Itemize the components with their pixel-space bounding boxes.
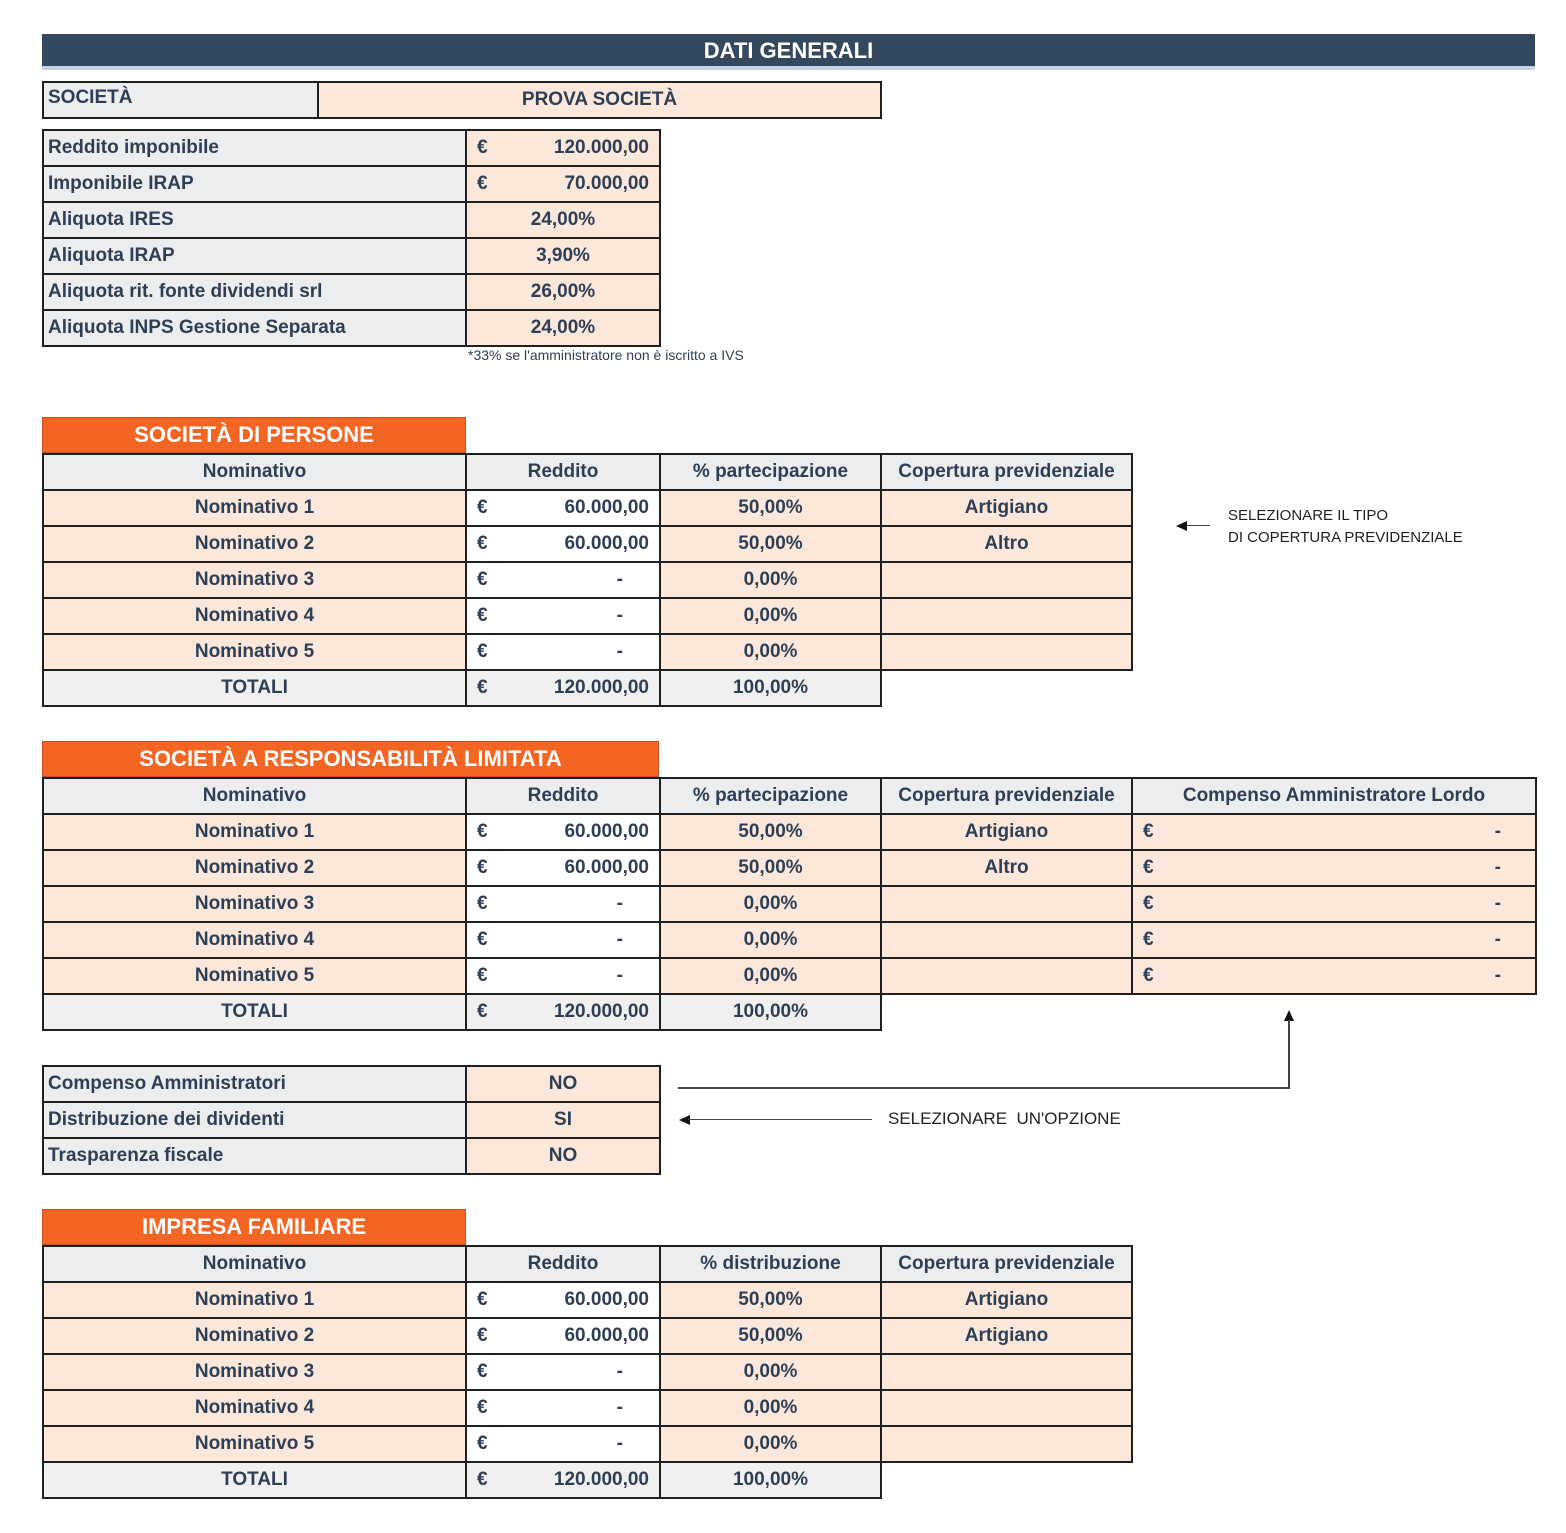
reddito-cell xyxy=(466,1426,660,1462)
nominativo-cell: Nominativo 2 xyxy=(43,850,466,886)
column-header: % partecipazione xyxy=(660,778,881,814)
option-label: Distribuzione dei dividenti xyxy=(43,1102,466,1138)
table-row xyxy=(43,886,1536,922)
nominativo-cell: Nominativo 5 xyxy=(43,958,466,994)
societa-label: SOCIETÀ xyxy=(43,82,318,118)
totals-row xyxy=(43,670,1132,706)
general-label: Aliquota IRES xyxy=(43,202,466,238)
column-header: Nominativo xyxy=(43,454,466,490)
connector-line-vertical xyxy=(1288,1020,1290,1089)
percentuale-input[interactable]: 50,00% xyxy=(660,814,881,850)
section-title-persone: SOCIETÀ DI PERSONE xyxy=(42,417,466,453)
hint-arrow-line xyxy=(688,1119,872,1120)
euro-symbol: € xyxy=(1143,965,1154,986)
nominativo-input[interactable]: Nominativo 1 xyxy=(43,490,466,526)
nominativo-input[interactable]: Nominativo 3 xyxy=(43,1354,466,1390)
table-row xyxy=(43,598,1132,634)
amount: - xyxy=(616,965,623,986)
reddito-cell xyxy=(466,814,660,850)
percentuale-input[interactable]: 0,00% xyxy=(660,1426,881,1462)
copertura-select[interactable]: Altro xyxy=(881,850,1132,886)
reddito-cell xyxy=(466,490,660,526)
copertura-select[interactable]: Artigiano xyxy=(881,1282,1132,1318)
hint-line: DI COPERTURA PREVIDENZIALE xyxy=(1228,529,1463,546)
reddito-cell xyxy=(466,598,660,634)
inps-footnote: *33% se l'amministratore non è iscritto a IVS xyxy=(468,347,744,363)
option-row xyxy=(43,1066,660,1102)
euro-symbol: € xyxy=(477,929,488,950)
option-hint: SELEZIONARE UN'OPZIONE xyxy=(888,1109,1121,1128)
euro-symbol: € xyxy=(477,173,488,194)
table-row xyxy=(43,922,1536,958)
empty-cell xyxy=(881,1462,1132,1498)
column-header: Copertura previdenziale xyxy=(881,454,1132,490)
familiare-table xyxy=(42,1245,1133,1499)
trasparenza-fiscale-select[interactable]: NO xyxy=(466,1138,660,1174)
hint-line: SELEZIONARE IL TIPO xyxy=(1228,507,1389,524)
copertura-select[interactable] xyxy=(881,1390,1132,1426)
amount: - xyxy=(1494,965,1501,986)
amount: - xyxy=(616,569,623,590)
totals-row xyxy=(43,994,1536,1030)
page-title-banner: DATI GENERALI xyxy=(42,34,1535,70)
column-header: % distribuzione xyxy=(660,1246,881,1282)
reddito-cell xyxy=(466,1354,660,1390)
euro-symbol: € xyxy=(477,605,488,626)
empty-cell xyxy=(1132,994,1536,1030)
table-header-row xyxy=(43,454,1132,490)
amount: - xyxy=(1494,929,1501,950)
amount: - xyxy=(616,641,623,662)
euro-symbol: € xyxy=(477,569,488,590)
totals-perc: 100,00% xyxy=(660,1462,881,1498)
nominativo-input[interactable]: Nominativo 4 xyxy=(43,1390,466,1426)
copertura-select[interactable]: Artigiano xyxy=(881,814,1132,850)
srl-table xyxy=(42,777,1537,1031)
percentuale-input[interactable]: 0,00% xyxy=(660,1354,881,1390)
option-row xyxy=(43,1138,660,1174)
totals-row xyxy=(43,1462,1132,1498)
amount: 60.000,00 xyxy=(564,1325,649,1346)
percentuale-input[interactable]: 50,00% xyxy=(660,1282,881,1318)
societa-name-input[interactable]: PROVA SOCIETÀ xyxy=(318,82,881,118)
table-header-row xyxy=(43,1246,1132,1282)
amount: - xyxy=(1494,857,1501,878)
table-header-row xyxy=(43,778,1536,814)
reddito-cell xyxy=(466,850,660,886)
percentuale-input[interactable]: 0,00% xyxy=(660,922,881,958)
options-table xyxy=(42,1065,661,1175)
copertura-select[interactable] xyxy=(881,958,1132,994)
reddito-cell xyxy=(466,886,660,922)
column-header: Copertura previdenziale xyxy=(881,1246,1132,1282)
reddito-cell xyxy=(466,1390,660,1426)
column-header: Reddito xyxy=(466,778,660,814)
nominativo-cell: Nominativo 4 xyxy=(43,922,466,958)
euro-symbol: € xyxy=(477,1469,488,1490)
amount: 60.000,00 xyxy=(564,821,649,842)
amount: - xyxy=(1494,821,1501,842)
totals-perc: 100,00% xyxy=(660,670,881,706)
reddito-cell xyxy=(466,526,660,562)
nominativo-input[interactable]: Nominativo 4 xyxy=(43,598,466,634)
option-label: Trasparenza fiscale xyxy=(43,1138,466,1174)
general-label: Reddito imponibile xyxy=(43,130,466,166)
option-row xyxy=(43,1102,660,1138)
nominativo-input[interactable]: Nominativo 1 xyxy=(43,1282,466,1318)
section-title-familiare: IMPRESA FAMILIARE xyxy=(42,1209,466,1245)
column-header: Copertura previdenziale xyxy=(881,778,1132,814)
amount: 70.000,00 xyxy=(564,173,649,194)
nominativo-input[interactable]: Nominativo 5 xyxy=(43,1426,466,1462)
option-label: Compenso Amministratori xyxy=(43,1066,466,1102)
amount: 120.000,00 xyxy=(553,1001,649,1022)
general-label: Aliquota INPS Gestione Separata xyxy=(43,310,466,346)
totals-label: TOTALI xyxy=(43,994,466,1030)
amount: - xyxy=(616,929,623,950)
copertura-select[interactable]: Artigiano xyxy=(881,490,1132,526)
percentuale-input[interactable]: 0,00% xyxy=(660,958,881,994)
table-row xyxy=(43,1318,1132,1354)
euro-symbol: € xyxy=(477,1397,488,1418)
euro-symbol: € xyxy=(477,1361,488,1382)
copertura-select[interactable] xyxy=(881,634,1132,670)
aliquota-ires-input[interactable]: 24,00% xyxy=(466,202,660,238)
general-row xyxy=(43,202,660,238)
amount: - xyxy=(1494,893,1501,914)
reddito-imponibile-input[interactable] xyxy=(466,130,660,166)
connector-line-horizontal xyxy=(678,1087,1290,1089)
euro-symbol: € xyxy=(477,857,488,878)
table-row xyxy=(43,490,1132,526)
general-row xyxy=(43,238,660,274)
amount: 120.000,00 xyxy=(553,137,649,158)
amount: 120.000,00 xyxy=(553,677,649,698)
aliquota-dividendi-input[interactable]: 26,00% xyxy=(466,274,660,310)
amount: 120.000,00 xyxy=(553,1469,649,1490)
reddito-cell xyxy=(466,922,660,958)
euro-symbol: € xyxy=(477,1001,488,1022)
nominativo-cell: Nominativo 1 xyxy=(43,814,466,850)
table-row xyxy=(43,814,1536,850)
column-header: Nominativo xyxy=(43,778,466,814)
percentuale-input[interactable]: 0,00% xyxy=(660,562,881,598)
percentuale-input[interactable]: 0,00% xyxy=(660,634,881,670)
compenso-input[interactable] xyxy=(1132,886,1536,922)
euro-symbol: € xyxy=(477,677,488,698)
section-title-srl: SOCIETÀ A RESPONSABILITÀ LIMITATA xyxy=(42,741,659,777)
euro-symbol: € xyxy=(477,1325,488,1346)
table-row xyxy=(43,1354,1132,1390)
totals-reddito xyxy=(466,1462,660,1498)
compenso-amministratori-select[interactable]: NO xyxy=(466,1066,660,1102)
table-row xyxy=(43,958,1536,994)
table-row xyxy=(43,1426,1132,1462)
percentuale-input[interactable]: 0,00% xyxy=(660,886,881,922)
societa-row xyxy=(43,82,881,118)
general-row xyxy=(43,310,660,346)
distribuzione-dividendi-select[interactable]: SI xyxy=(466,1102,660,1138)
amount: 60.000,00 xyxy=(564,533,649,554)
general-data-table xyxy=(42,129,661,347)
percentuale-input[interactable]: 0,00% xyxy=(660,598,881,634)
table-row xyxy=(43,850,1536,886)
reddito-cell xyxy=(466,634,660,670)
nominativo-input[interactable]: Nominativo 2 xyxy=(43,1318,466,1354)
table-row xyxy=(43,526,1132,562)
general-row xyxy=(43,130,660,166)
copertura-select[interactable]: Altro xyxy=(881,526,1132,562)
nominativo-input[interactable]: Nominativo 3 xyxy=(43,562,466,598)
euro-symbol: € xyxy=(477,965,488,986)
copertura-select[interactable] xyxy=(881,1426,1132,1462)
amount: - xyxy=(616,1397,623,1418)
reddito-cell xyxy=(466,1318,660,1354)
percentuale-input[interactable]: 50,00% xyxy=(660,850,881,886)
euro-symbol: € xyxy=(477,1289,488,1310)
column-header: Reddito xyxy=(466,454,660,490)
amount: 60.000,00 xyxy=(564,1289,649,1310)
table-row xyxy=(43,562,1132,598)
euro-symbol: € xyxy=(1143,929,1154,950)
euro-symbol: € xyxy=(1143,893,1154,914)
amount: 60.000,00 xyxy=(564,497,649,518)
empty-cell xyxy=(881,994,1132,1030)
nominativo-cell: Nominativo 3 xyxy=(43,886,466,922)
totals-label: TOTALI xyxy=(43,1462,466,1498)
compenso-input[interactable] xyxy=(1132,850,1536,886)
general-label: Aliquota rit. fonte dividendi srl xyxy=(43,274,466,310)
column-header: Reddito xyxy=(466,1246,660,1282)
reddito-cell xyxy=(466,1282,660,1318)
general-row xyxy=(43,274,660,310)
copertura-select[interactable] xyxy=(881,562,1132,598)
euro-symbol: € xyxy=(477,641,488,662)
euro-symbol: € xyxy=(477,533,488,554)
compenso-input[interactable] xyxy=(1132,814,1536,850)
euro-symbol: € xyxy=(477,137,488,158)
euro-symbol: € xyxy=(477,1433,488,1454)
totals-reddito xyxy=(466,670,660,706)
general-label: Aliquota IRAP xyxy=(43,238,466,274)
percentuale-input[interactable]: 50,00% xyxy=(660,1318,881,1354)
amount: - xyxy=(616,893,623,914)
nominativo-input[interactable]: Nominativo 2 xyxy=(43,526,466,562)
aliquota-irap-input[interactable]: 3,90% xyxy=(466,238,660,274)
column-header: Nominativo xyxy=(43,1246,466,1282)
nominativo-input[interactable]: Nominativo 5 xyxy=(43,634,466,670)
table-row xyxy=(43,1282,1132,1318)
arrow-left-icon xyxy=(1176,521,1187,531)
totals-label: TOTALI xyxy=(43,670,466,706)
copertura-select[interactable]: Artigiano xyxy=(881,1318,1132,1354)
general-row xyxy=(43,166,660,202)
table-row xyxy=(43,634,1132,670)
amount: - xyxy=(616,1361,623,1382)
column-header: % partecipazione xyxy=(660,454,881,490)
copertura-select[interactable] xyxy=(881,1354,1132,1390)
societa-table xyxy=(42,81,882,119)
copertura-select[interactable] xyxy=(881,598,1132,634)
compenso-input[interactable] xyxy=(1132,922,1536,958)
reddito-cell xyxy=(466,562,660,598)
general-label: Imponibile IRAP xyxy=(43,166,466,202)
amount: 60.000,00 xyxy=(564,857,649,878)
percentuale-input[interactable]: 50,00% xyxy=(660,526,881,562)
aliquota-inps-input[interactable]: 24,00% xyxy=(466,310,660,346)
percentuale-input[interactable]: 0,00% xyxy=(660,1390,881,1426)
copertura-select[interactable] xyxy=(881,922,1132,958)
euro-symbol: € xyxy=(1143,857,1154,878)
percentuale-input[interactable]: 50,00% xyxy=(660,490,881,526)
amount: - xyxy=(616,1433,623,1454)
copertura-select[interactable] xyxy=(881,886,1132,922)
copertura-hint xyxy=(1228,505,1463,549)
compenso-input[interactable] xyxy=(1132,958,1536,994)
arrow-left-icon xyxy=(679,1115,690,1125)
table-row xyxy=(43,1390,1132,1426)
persone-table xyxy=(42,453,1133,707)
euro-symbol: € xyxy=(477,893,488,914)
totals-reddito xyxy=(466,994,660,1030)
reddito-cell xyxy=(466,958,660,994)
euro-symbol: € xyxy=(477,821,488,842)
amount: - xyxy=(616,605,623,626)
totals-perc: 100,00% xyxy=(660,994,881,1030)
imponibile-irap-input[interactable] xyxy=(466,166,660,202)
empty-cell xyxy=(881,670,1132,706)
euro-symbol: € xyxy=(477,497,488,518)
hint-arrow-line xyxy=(1186,525,1210,526)
euro-symbol: € xyxy=(1143,821,1154,842)
column-header: Compenso Amministratore Lordo xyxy=(1132,778,1536,814)
